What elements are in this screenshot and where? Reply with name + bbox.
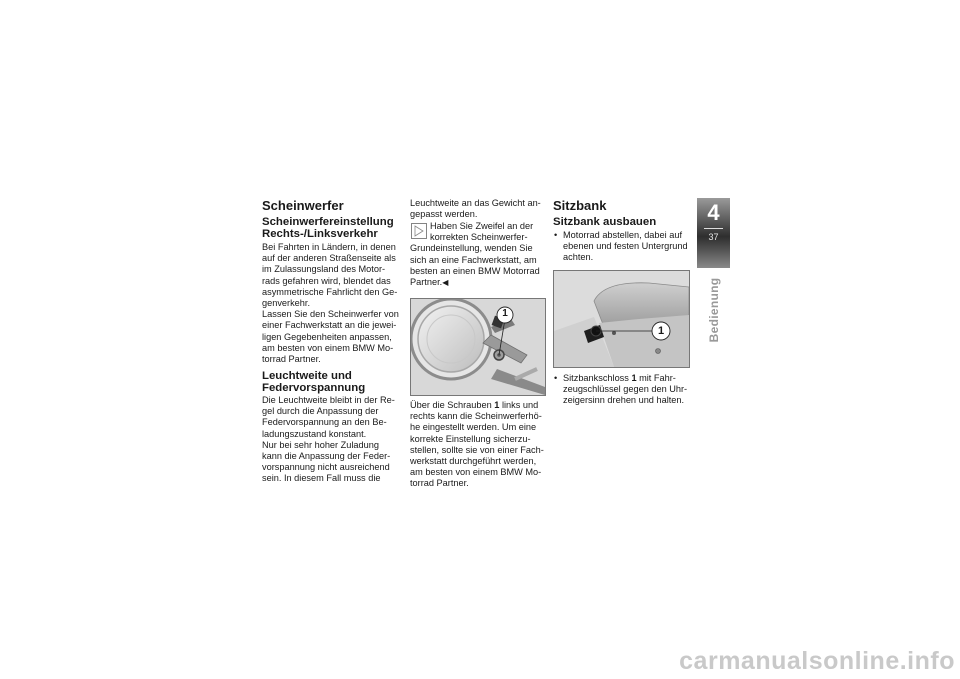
- bullet-item-abstellen: [553, 230, 693, 264]
- text-line: ligen Gegebenheiten anpassen,: [262, 331, 392, 342]
- text-line: ebenen und festen Untergrund: [563, 241, 688, 252]
- text-line: Motorrad abstellen, dabei auf: [563, 230, 683, 240]
- chapter-number: 4: [707, 200, 720, 225]
- text-line: Lassen Sie den Scheinwerfer von: [262, 309, 399, 320]
- page-number: 37: [708, 232, 719, 242]
- text-line: besten an einen BMW Motorrad: [410, 265, 540, 276]
- text-line: rechts kann die Scheinwerferhö-: [410, 411, 542, 422]
- text-line: zeigersinn drehen und halten.: [563, 395, 685, 406]
- text-line: torrad Partner.: [410, 478, 469, 489]
- note-paragraph: [410, 221, 550, 288]
- text-line: zeugschlüssel gegen den Uhr-: [563, 384, 688, 395]
- text-line: auf der anderen Straßenseite als: [262, 253, 396, 264]
- text-fragment: Sitzbankschloss: [563, 373, 632, 383]
- subheading-leuchtweite: [262, 370, 365, 394]
- headlight-illustration: [411, 299, 545, 395]
- text-line: [563, 373, 693, 384]
- bullet-row: [553, 373, 693, 407]
- note-last-word: Partner.: [410, 277, 443, 288]
- paragraph-traffic: [262, 242, 402, 365]
- text-line: gepasst werden.: [410, 209, 478, 220]
- figure-headlight: [410, 298, 546, 396]
- bullet-icon: •: [554, 373, 558, 383]
- callout-reference: 1: [494, 400, 500, 410]
- end-mark-icon: ◀: [442, 278, 449, 288]
- text-line: Haben Sie Zweifel an der: [430, 221, 534, 231]
- text-line: korrekten Scheinwerfer-: [430, 232, 528, 243]
- text-line: asymmetrische Fahrlicht den Ge-: [262, 286, 398, 297]
- paragraph-schrauben: [410, 400, 550, 490]
- paragraph-continued: [410, 198, 550, 220]
- text-line: vorspannung nicht ausreichend: [262, 462, 390, 473]
- text-line: Federvorspannung an den Be-: [262, 417, 387, 428]
- text-line: genverkehr.: [262, 298, 311, 309]
- text-line: achten.: [563, 252, 594, 263]
- text-fragment: mit Fahr-: [636, 373, 676, 383]
- text-line: einer Fachwerkstatt an die jewei-: [262, 320, 397, 331]
- seat-lock-illustration: [554, 271, 689, 367]
- text-line: rads gefahren wird, blendet das: [262, 275, 391, 286]
- figure-callout-1: 1: [657, 325, 665, 337]
- callout-reference: 1: [631, 373, 637, 383]
- tab-divider: [704, 228, 723, 229]
- text-line: stellen, sollte sie von einer Fach-: [410, 444, 544, 455]
- chapter-label: Bedienung: [707, 277, 721, 343]
- text-fragment: Über die Schrauben: [410, 400, 495, 410]
- subheading-line: Federvorspannung: [262, 382, 366, 394]
- text-line: [410, 277, 550, 288]
- text-line: Die Leuchtweite bleibt in der Re-: [262, 395, 395, 405]
- text-line: im Zulassungsland des Motor-: [262, 264, 386, 275]
- text-fragment: links und: [499, 400, 539, 410]
- subheading-line: Scheinwerfereinstellung: [262, 216, 394, 228]
- text-line: Nur bei sehr hoher Zuladung: [262, 439, 379, 450]
- figure-seat-lock: [553, 270, 690, 368]
- text-line: sich an eine Fachwerkstatt, am: [410, 254, 537, 265]
- text-line: torrad Partner.: [262, 354, 321, 365]
- text-line: Bei Fahrten in Ländern, in denen: [262, 242, 396, 252]
- text-line: werkstatt durchgeführt werden,: [410, 456, 537, 467]
- paragraph-leuchtweite: [262, 395, 402, 485]
- subheading-sitzbank-ausbauen: Sitzbank ausbauen: [553, 216, 657, 228]
- text-line: gel durch die Anpassung der: [262, 406, 379, 417]
- bullet-icon: •: [554, 230, 558, 240]
- figure-callout-1: 1: [502, 308, 508, 319]
- section-title-scheinwerfer: Scheinwerfer: [262, 198, 344, 213]
- subheading-line: Leuchtweite und: [262, 370, 352, 382]
- text-line: he eingestellt werden. Um eine: [410, 422, 537, 433]
- bullet-item-sitzbankschloss: [553, 373, 693, 407]
- subheading-line: Rechts-/Linksverkehr: [262, 228, 378, 240]
- watermark: carmanualsonline.info: [679, 647, 955, 675]
- text-line: korrekte Einstellung sicherzu-: [410, 433, 531, 444]
- text-line: am besten von einem BMW Mo-: [410, 467, 542, 478]
- subheading-scheinwerfereinstellung: [262, 216, 394, 240]
- text-line: sein. In diesem Fall muss die: [262, 473, 381, 484]
- text-line: ladungszustand konstant.: [262, 428, 367, 439]
- text-line: [410, 400, 550, 411]
- text-line: Leuchtweite an das Gewicht an-: [410, 198, 541, 208]
- bullet-row: [553, 230, 693, 264]
- text-line: kann die Anpassung der Feder-: [262, 451, 391, 462]
- chapter-tab: [697, 198, 730, 268]
- text-line: Grundeinstellung, wenden Sie: [410, 243, 533, 254]
- text-line: am besten von einem BMW Mo-: [262, 342, 394, 353]
- section-title-sitzbank: Sitzbank: [553, 198, 607, 213]
